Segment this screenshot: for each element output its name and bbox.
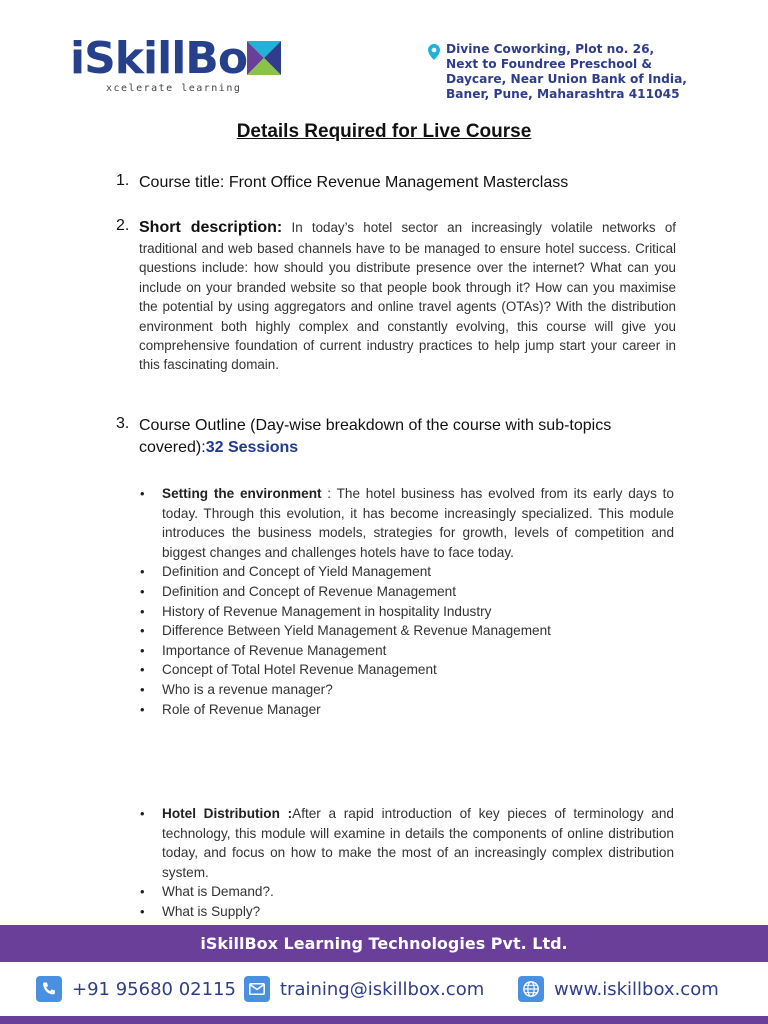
list-item: • Who is a revenue manager? [140, 680, 674, 700]
globe-icon [518, 976, 544, 1002]
module-title: Hotel Distribution : [162, 806, 293, 821]
list-item [140, 804, 674, 882]
list-item: • Definition and Concept of Yield Management [140, 562, 674, 582]
section-short-description [116, 217, 676, 375]
email-contact[interactable] [244, 976, 484, 1002]
phone-number: +91 95680 02115 [72, 978, 236, 1000]
section-number: 3. [116, 415, 130, 432]
phone-icon [36, 976, 62, 1002]
address-block [428, 42, 718, 102]
section-course-title [116, 172, 676, 194]
course-title-text: Course title: Front Office Revenue Management Masterclass [139, 174, 569, 191]
list-item [140, 484, 674, 562]
short-description-text: In today’s hotel sector an increasingly volatile networks of traditional and web based channels have to be managed to ensure hotel success. Critical questions include: how should you distribute presence over the internet? What can you include on your branded website so that people book through it? How can you maximise the potential by using aggregators and online travel agents (OTAs)? With the distribution environment both highly complex and constantly evolving, this course will give you comprehensive foundation of current industry practices to help jump start your career in this fascinating domain. [139, 220, 676, 373]
short-description-label: Short description: [139, 219, 283, 236]
email-icon [244, 976, 270, 1002]
list-item: • Role of Revenue Manager [140, 700, 674, 720]
list-item: • Importance of Revenue Management [140, 641, 674, 661]
address-line: Next to Foundree Preschool & [446, 57, 653, 71]
logo-tagline: xcelerate learning [106, 83, 242, 94]
list-item: • What is Supply? [140, 902, 674, 922]
address-line: Divine Coworking, Plot no. 26, [446, 42, 655, 56]
logo-wordmark: iSkillBo [70, 37, 300, 81]
course-outline-heading: Course Outline (Day-wise breakdown of the course with sub-topics covered): [139, 417, 612, 456]
address-line: Daycare, Near Union Bank of India, [446, 72, 687, 86]
list-item: • Definition and Concept of Revenue Management [140, 582, 674, 602]
sessions-count: 32 Sessions [205, 439, 299, 456]
section-number: 1. [116, 172, 130, 189]
logo-x-mark [247, 41, 281, 75]
phone-contact[interactable] [36, 976, 236, 1002]
location-pin-icon [428, 44, 440, 60]
module-description: : The hotel business has evolved from its early days to today. Through this evolution, it has become increasingly specialized. This module introduces the business models, strategies for growth, levels of competition and biggest changes and challenges hotels have to face today. [162, 486, 674, 560]
website-url: www.iskillbox.com [554, 978, 719, 1000]
module-1-list [140, 484, 674, 719]
list-item: • Concept of Total Hotel Revenue Management [140, 660, 674, 680]
list-item: • What is Demand?. [140, 882, 674, 902]
footer-contact-row [0, 963, 768, 1015]
module-description: After a rapid introduction of key pieces of terminology and technology, this module will examine in details the components of online distribution today, and focus on how to make the most of an increasingly complex distribution system. [162, 806, 674, 880]
company-name: iSkillBox Learning Technologies Pvt. Ltd. [200, 934, 568, 953]
address-line: Baner, Pune, Maharashtra 411045 [446, 87, 680, 101]
list-item: • Difference Between Yield Management & Revenue Management [140, 621, 674, 641]
page-title: Details Required for Live Course [236, 121, 532, 142]
module-title: Setting the environment [162, 486, 322, 501]
footer-bottom-strip [0, 1016, 768, 1024]
section-course-outline [116, 415, 676, 459]
email-address: training@iskillbox.com [280, 978, 485, 1000]
logo [70, 33, 300, 94]
list-item: • History of Revenue Management in hospitality Industry [140, 602, 674, 622]
footer-company-band [0, 925, 768, 962]
website-contact[interactable] [518, 976, 719, 1002]
module-2-list [140, 804, 674, 922]
section-number: 2. [116, 217, 130, 234]
